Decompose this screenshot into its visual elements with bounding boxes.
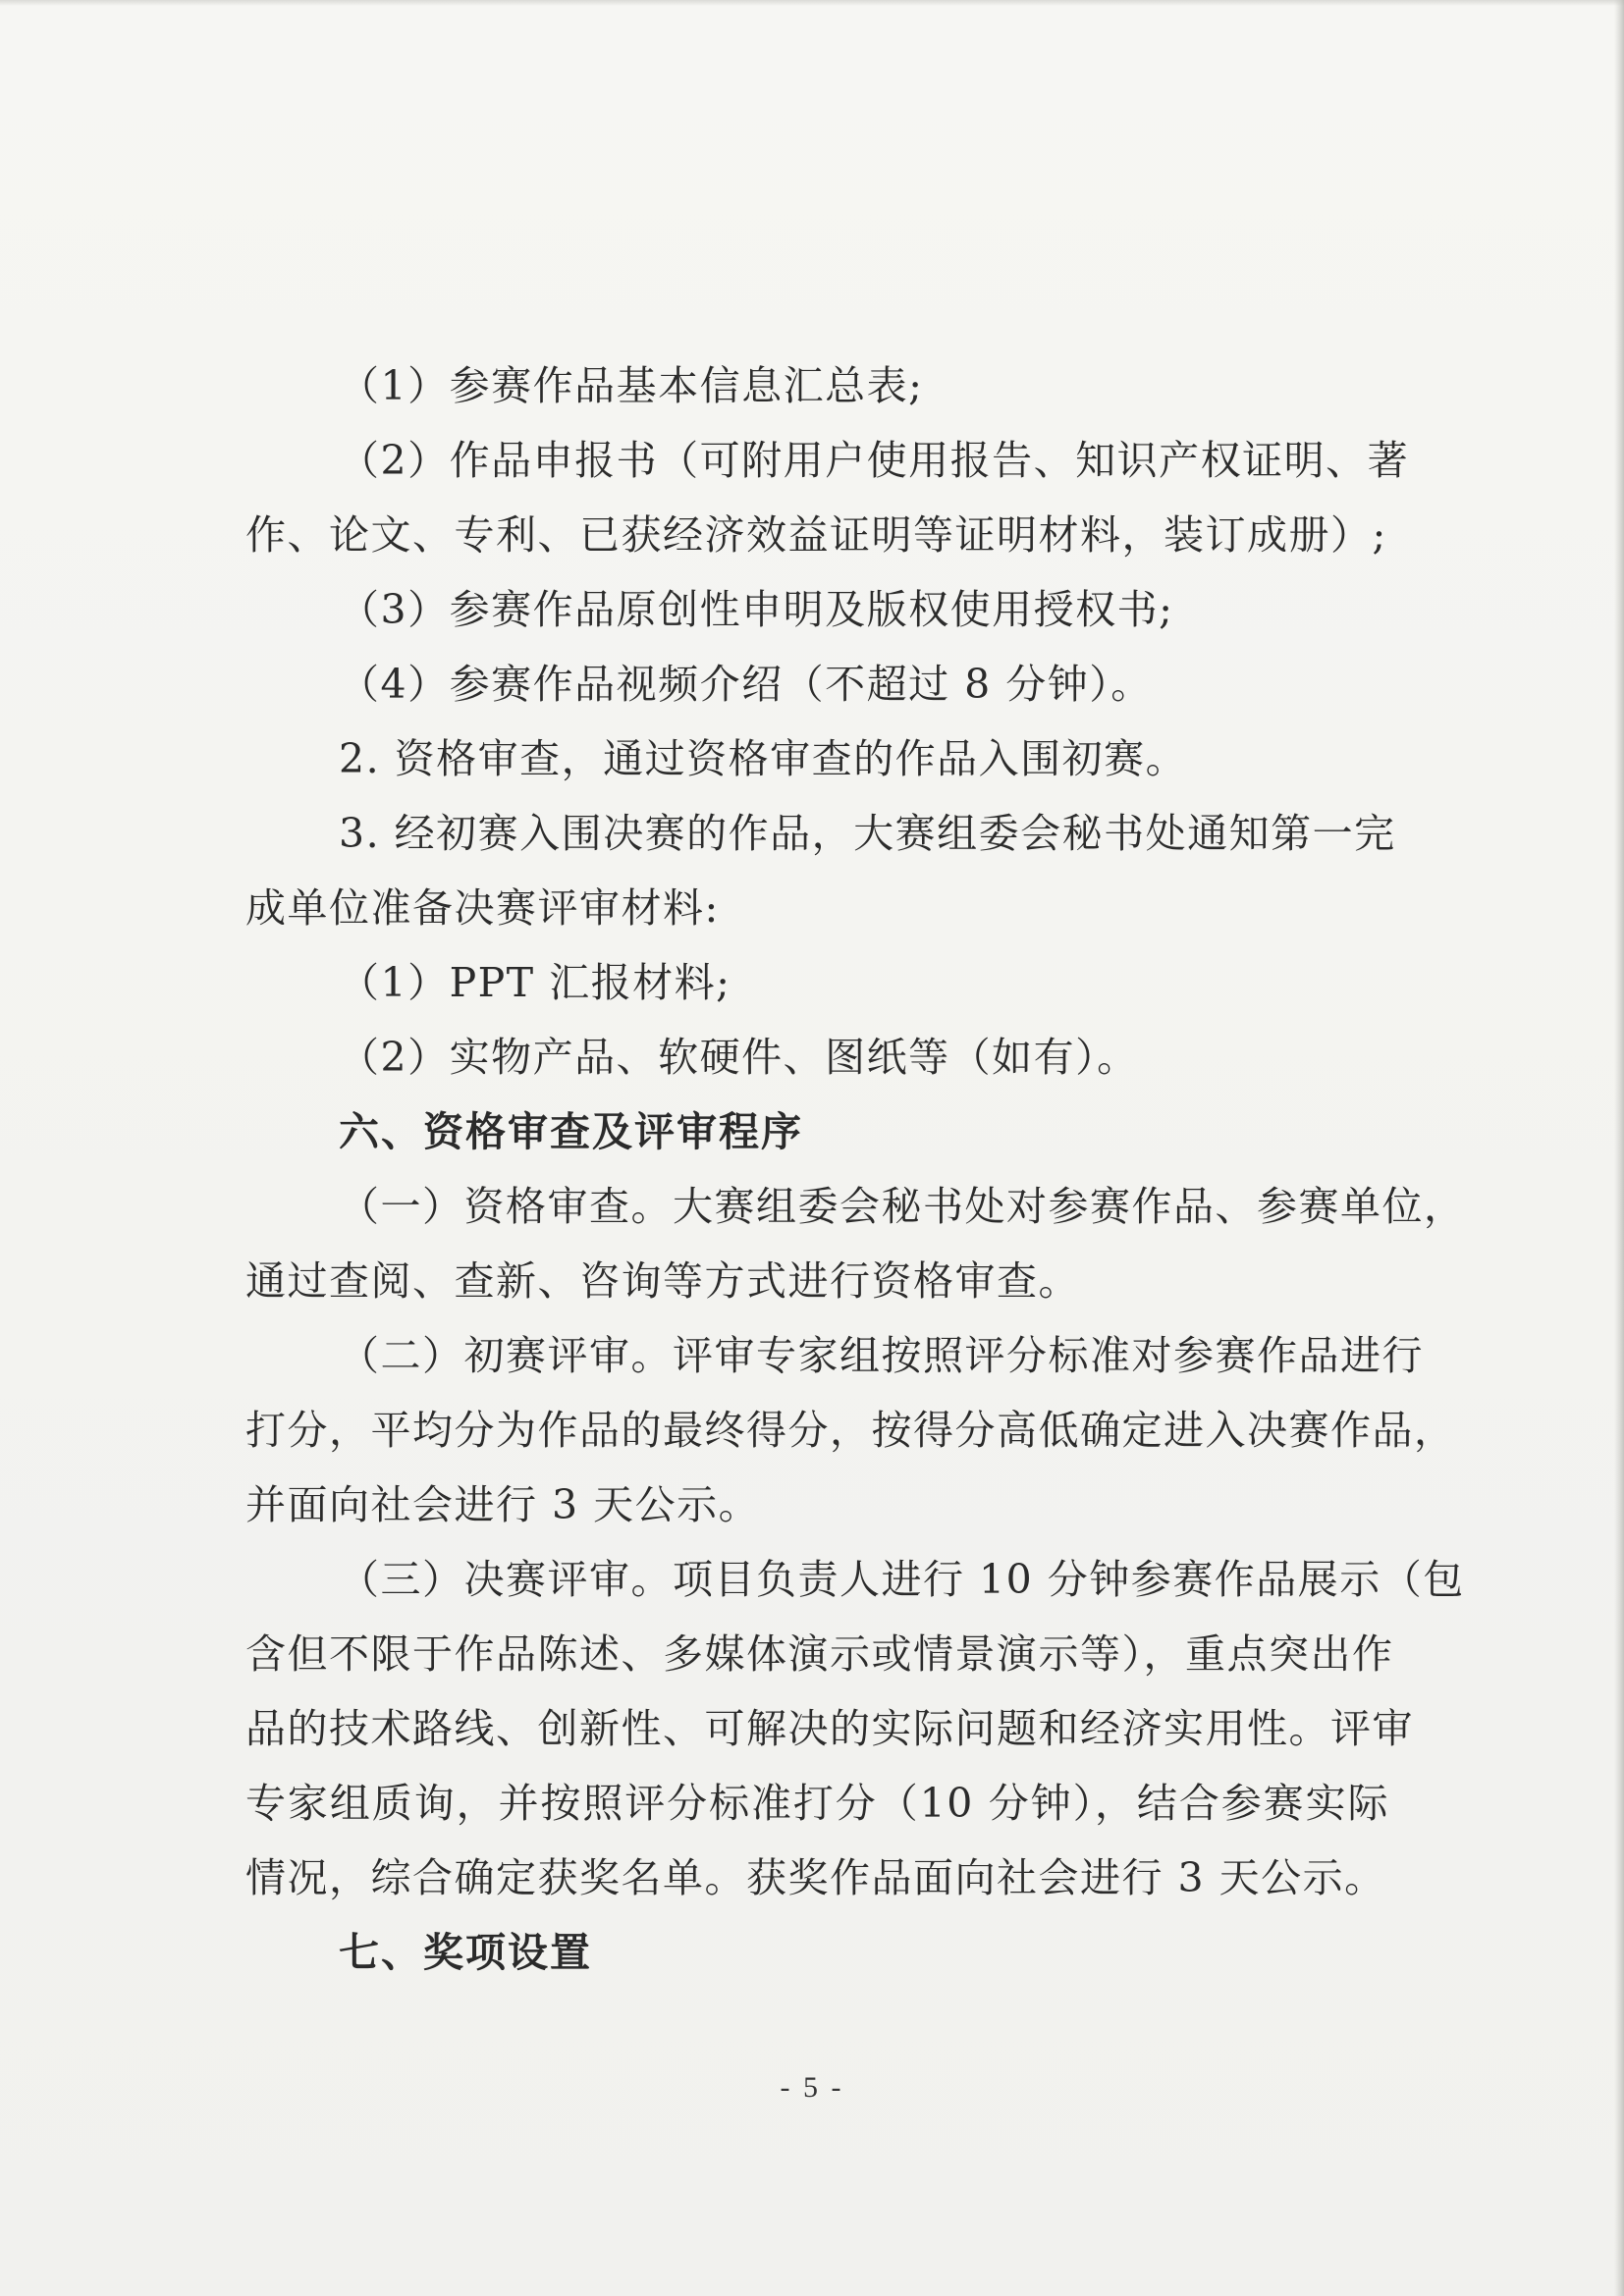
list-item-summary-table: （1）参赛作品基本信息汇总表; — [339, 362, 924, 409]
paragraph-final-review-cont2: 品的技术路线、创新性、可解决的实际问题和经济实用性。评审 — [245, 1705, 1414, 1752]
paragraph-final-review-cont3: 专家组质询，并按照评分标准打分（10 分钟），结合参赛实际 — [245, 1780, 1389, 1827]
scan-edge-top — [0, 0, 1624, 6]
paragraph-final-materials-cont: 成单位准备决赛评审材料: — [245, 884, 720, 932]
paragraph-final-review: （三）决赛评审。项目负责人进行 10 分钟参赛作品展示（包 — [339, 1556, 1465, 1603]
paragraph-qualification-check: （一）资格审查。大赛组委会秘书处对参赛作品、参赛单位， — [339, 1183, 1466, 1230]
paragraph-final-review-cont1: 含但不限于作品陈述、多媒体演示或情景演示等），重点突出作 — [245, 1630, 1394, 1678]
page-number: - 5 - — [780, 2071, 844, 2104]
section-heading-review-procedure: 六、资格审查及评审程序 — [339, 1108, 803, 1155]
paragraph-preliminary-review-cont2: 并面向社会进行 3 天公示。 — [245, 1481, 761, 1528]
list-item-ppt: （1）PPT 汇报材料; — [339, 959, 731, 1006]
document-body — [245, 348, 1466, 1990]
list-item-application-form-cont: 作、论文、专利、已获经济效益证明等证明材料，装订成册）; — [245, 511, 1387, 559]
section-heading-awards: 七、奖项设置 — [339, 1929, 592, 1976]
list-item-originality-statement: （3）参赛作品原创性申明及版权使用授权书; — [339, 586, 1174, 633]
paragraph-preliminary-review-cont1: 打分，平均分为作品的最终得分，按得分高低确定进入决赛作品， — [245, 1407, 1456, 1454]
paragraph-final-materials: 3. 经初赛入围决赛的作品，大赛组委会秘书处通知第一完 — [339, 810, 1396, 857]
paragraph-qualification-check-cont: 通过查阅、查新、咨询等方式进行资格审查。 — [245, 1257, 1080, 1305]
scan-edge-right — [1614, 0, 1624, 2296]
list-item-video-intro: （4）参赛作品视频介绍（不超过 8 分钟）。 — [339, 661, 1153, 708]
paragraph-final-review-cont4: 情况，综合确定获奖名单。获奖作品面向社会进行 3 天公示。 — [245, 1854, 1386, 1901]
list-item-physical-products: （2）实物产品、软硬件、图纸等（如有）。 — [339, 1034, 1139, 1081]
list-item-application-form: （2）作品申报书（可附用户使用报告、知识产权证明、著 — [339, 437, 1410, 484]
paragraph-preliminary-review: （二）初赛评审。评审专家组按照评分标准对参赛作品进行 — [339, 1332, 1424, 1379]
paragraph-qualification-review: 2. 资格审查，通过资格审查的作品入围初赛。 — [339, 735, 1188, 782]
